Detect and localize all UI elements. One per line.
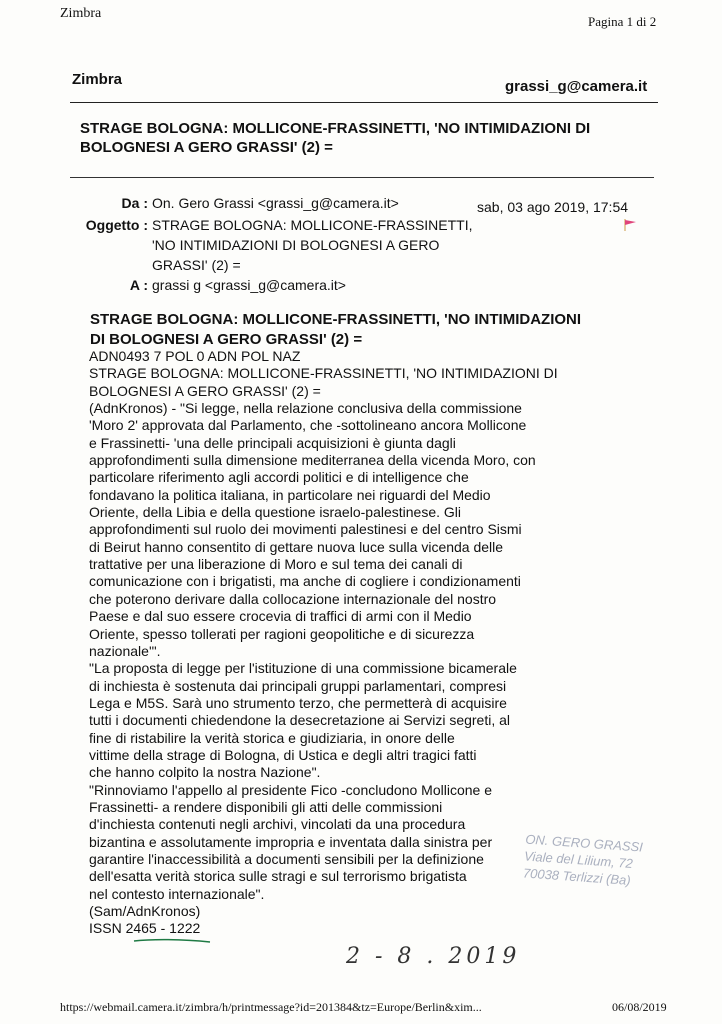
from-value[interactable]: On. Gero Grassi <grassi_g@camera.it> (152, 195, 399, 211)
body-line: garantire l'inaccessibilità a documenti sensibili per la definizione (89, 850, 484, 867)
body-line: "Rinnoviamo l'appello al presidente Fico -concludono Mollicone e (89, 781, 492, 798)
body-heading-line: STRAGE BOLOGNA: MOLLICONE-FRASSINETTI, 'NO INTIMIDAZIONI (90, 311, 582, 328)
handwritten-underline (132, 938, 212, 944)
subject-line: 'NO INTIMIDAZIONI DI BOLOGNESI A GERO (152, 237, 440, 253)
body-line: Oriente, della Libia e della questione israelo-palestinese. Gli (89, 504, 461, 521)
subject-label: Oggetto : (85, 217, 148, 233)
body-line: STRAGE BOLOGNA: MOLLICONE-FRASSINETTI, 'NO INTIMIDAZIONI DI (89, 365, 558, 382)
app-name: Zimbra (72, 71, 123, 88)
body-line: ISSN 2465 - 1222 (89, 920, 201, 937)
user-email: grassi_g@camera.it (505, 78, 648, 95)
body-line: (AdnKronos) - "Si legge, nella relazione conclusiva della commissione (89, 400, 522, 417)
body-line: di inchiesta è sostenuta dai principali gruppi parlamentari, compresi (89, 677, 507, 694)
body-line: 'Moro 2' approvata dal Parlamento, che -sottolineano ancora Mollicone (89, 417, 527, 434)
subject-line: STRAGE BOLOGNA: MOLLICONE-FRASSINETTI, (152, 217, 473, 233)
body-line: comunicazione con i brigatisti, ma anche di cogliere i condizionamenti (89, 573, 521, 590)
footer-date: 06/08/2019 (612, 1000, 667, 1014)
print-header-page-number: Pagina 1 di 2 (588, 14, 657, 29)
stamp-line: ON. GERO GRASSI (524, 831, 644, 855)
body-line: dell'esatta verità storica sulle stragi e sul terrorismo brigatista (89, 868, 467, 885)
body-line: Oriente, spesso tollerati per ragioni geopolitiche e di sicurezza (89, 625, 475, 642)
body-line: tutti i documenti chiedendone la desecretazione ai Servizi segreti, al (89, 712, 511, 729)
subject-value (152, 215, 473, 275)
body-line: trattative per una liberazione di Moro e sul tema dei canali di (89, 556, 463, 573)
flag-icon[interactable] (624, 219, 638, 231)
handwritten-date: 2 - 8 . 2019 (346, 944, 521, 969)
body-line: "La proposta di legge per l'istituzione di una commissione bicamerale (89, 660, 517, 677)
body-line: e Frassinetti- 'una delle principali acquisizioni è giunta dagli (89, 434, 456, 451)
to-label: A : (129, 277, 148, 293)
message-subject-title: STRAGE BOLOGNA: MOLLICONE-FRASSINETTI, 'NO INTIMIDAZIONI DI BOLOGNESI A GERO GRASSI' (2) = (80, 120, 591, 156)
body-heading (90, 310, 630, 350)
body-line: bizantina e assolutamente impropria e inventata dalla sinistra per (89, 833, 493, 850)
print-header-app: Zimbra (60, 6, 102, 21)
body-line: nazionale'". (89, 642, 161, 659)
body-line: d'inchiesta contenuti negli archivi, vincolati da una procedura (89, 816, 466, 833)
body-line: approfondimenti sul ruolo dei movimenti palestinesi e del centro Sismi (89, 521, 522, 538)
footer-url: https://webmail.camera.it/zimbra/h/printmessage?id=201384&tz=Europe/Berlin&xim... (60, 1000, 482, 1014)
body-line: approfondimenti sulla dimensione mediterranea della vicenda Moro, con (89, 452, 536, 469)
stamp-line: Viale del Lilium, 72 (523, 848, 634, 871)
body-line: che poterono derivare dalla collocazione internazionale del nostro (89, 590, 497, 607)
body-line: (Sam/AdnKronos) (89, 903, 201, 919)
body-line: nel contesto internazionale". (89, 885, 265, 902)
subject-divider (70, 177, 654, 178)
body-line: fine di ristabilire la verità storica e giudiziaria, in onore delle (89, 729, 455, 746)
to-value[interactable]: grassi g <grassi_g@camera.it> (152, 277, 346, 293)
body-line: che hanno colpito la nostra Nazione". (89, 764, 321, 781)
body-line: Lega e M5S. Sarà uno strumento terzo, che permetterà di acquisire (89, 694, 507, 711)
body-line: BOLOGNESI A GERO GRASSI' (2) = (89, 382, 321, 399)
body-line: particolare riferimento agli accordi politici e di intelligence che (89, 469, 469, 486)
body-line: vittime della strage di Bologna, di Ustica e degli altri tragici fatti (89, 746, 477, 763)
subject-line: GRASSI' (2) = (152, 257, 241, 273)
header-divider (70, 102, 658, 103)
stamp-line: 70038 Terlizzi (Ba) (522, 865, 632, 888)
body-line: di Beirut hanno consentito di gettare nuova luce sulla vicenda delle (89, 538, 504, 555)
body-line: ADN0493 7 POL 0 ADN POL NAZ (89, 348, 301, 364)
from-label: Da : (121, 195, 148, 211)
body-heading-line: DI BOLOGNESI A GERO GRASSI' (2) = (90, 331, 363, 348)
body-line: Paese e dal suo essere crocevia di traffici di armi con il Medio (89, 608, 472, 625)
message-date: sab, 03 ago 2019, 17:54 (477, 199, 629, 215)
body-line: fondavano la politica italiana, in particolare nei riguardi del Medio (89, 486, 491, 503)
body-line: Frassinetti- a rendere disponibili gli atti delle commissioni (89, 798, 443, 815)
